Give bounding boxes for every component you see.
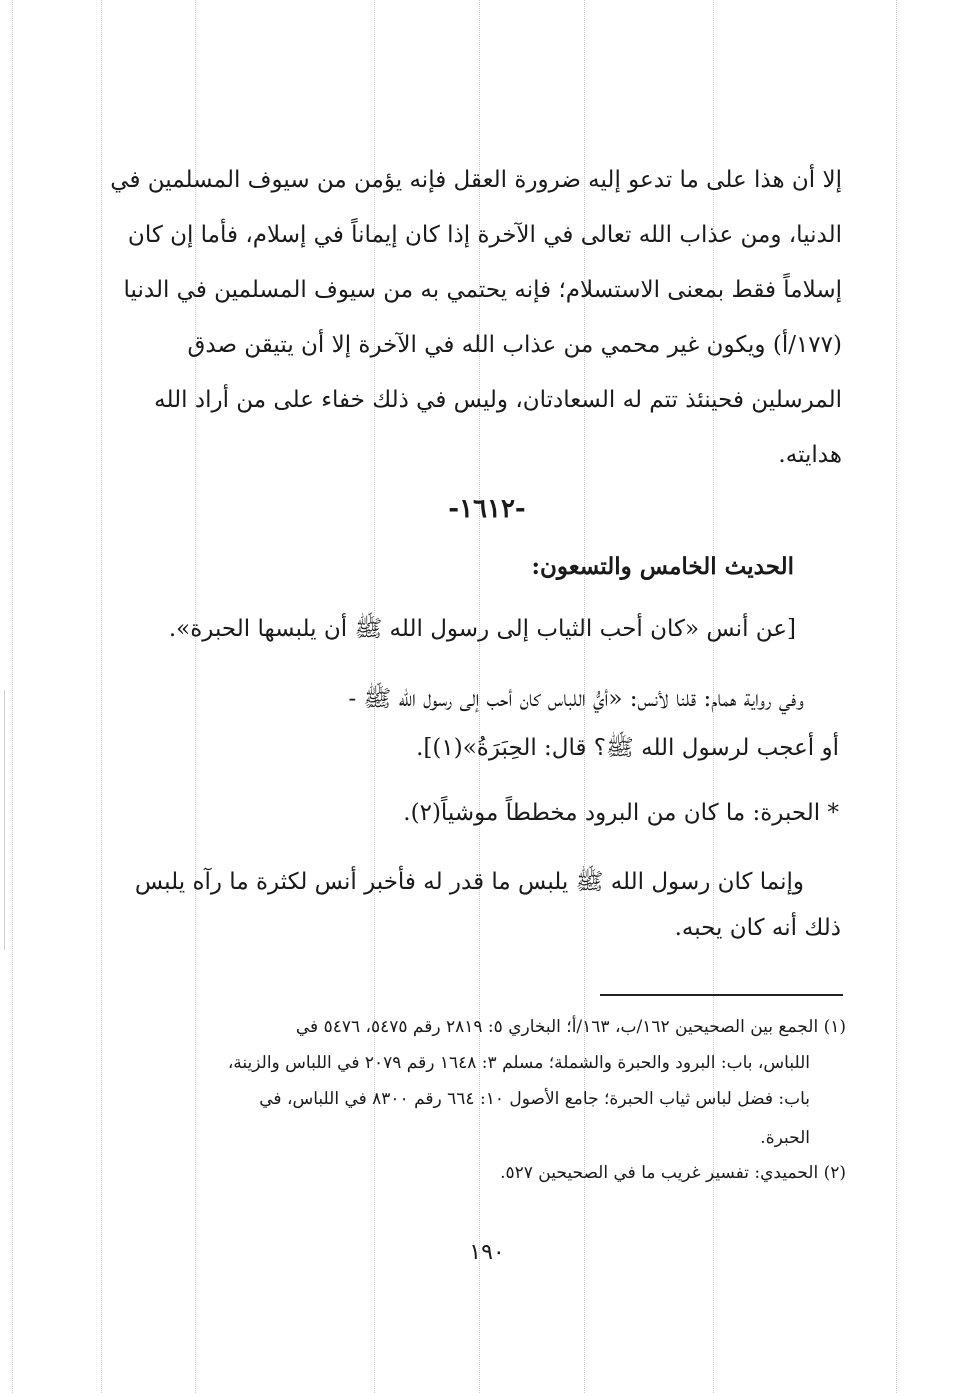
body-line: إسلاماً فقط بمعنى الاستسلام؛ فإنه يحتمي به من سيوف المسلمين في الدنيا <box>123 277 842 303</box>
footnote-line: (٢) الحميدي: تفسير غريب ما في الصحيحين ٥٢٧. <box>500 1163 846 1183</box>
hadith-line: أو أعجب لرسول الله ﷺ؟ قال: الحِبَرَةُ»(١)]. <box>416 735 839 761</box>
scan-edge-line <box>4 690 5 950</box>
footnote-separator <box>600 994 843 996</box>
footnote-line: الحبرة. <box>760 1128 810 1148</box>
hadith-line: ذلك أنه كان يحبه. <box>674 915 841 941</box>
binder-guide-line <box>12 0 13 1393</box>
hadith-line: وإنما كان رسول الله ﷺ يلبس ما قدر له فأخبر أنس لكثرة ما رآه يلبس <box>134 869 804 895</box>
hadith-title: الحديث الخامس والتسعون: <box>531 553 794 580</box>
commentary-paragraph <box>110 160 842 490</box>
footnote-line: اللباس، باب: البرود والحبرة والشملة؛ مسلم ٣: ١٦٤٨ رقم ٢٠٧٩ في اللباس والزينة، <box>227 1053 810 1073</box>
footnote-line: باب: فضل لباس ثياب الحبرة؛ جامع الأصول ١٠: ٦٦٤ رقم ٨٣٠٠ في اللباس، في <box>259 1089 810 1109</box>
glossary-line: * الحبرة: ما كان من البرود مخططاً موشياً(٢). <box>403 800 839 826</box>
hadith-line: وفي رواية همام: قلنا لأنس: «أيُّ اللباس كان أحب إلى رسول الله ﷺ - <box>348 686 804 712</box>
body-line: هدايته. <box>778 442 842 468</box>
hadith-number: -١٦١٢- <box>448 494 526 524</box>
body-line: (١٧٧/أ) ويكون غير محمي من عذاب الله في الآخرة إلا أن يتيقن صدق <box>187 332 842 358</box>
hadith-line: [عن أنس «كان أحب الثياب إلى رسول الله ﷺ أن يلبسها الحبرة». <box>168 616 796 642</box>
body-line: إلا أن هذا على ما تدعو إليه ضرورة العقل فإنه يؤمن من سيوف المسلمين في <box>110 167 842 193</box>
page-number: ١٩٠ <box>469 1240 505 1265</box>
body-line: الدنيا، ومن عذاب الله تعالى في الآخرة إذا كان إيماناً في إسلام، فأما إن كان <box>127 222 842 248</box>
body-line: المرسلين فحينئذ تتم له السعادتان، وليس في ذلك خفاء على من أراد الله <box>154 387 842 413</box>
binder-guide-line <box>896 0 897 1393</box>
footnote-line: (١) الجمع بين الصحيحين ١٦٢/ب، ١٦٣/أ؛ البخاري ٥: ٢٨١٩ رقم ٥٤٧٥، ٥٤٧٦ في <box>295 1017 846 1037</box>
binder-guide-line <box>101 0 102 1393</box>
